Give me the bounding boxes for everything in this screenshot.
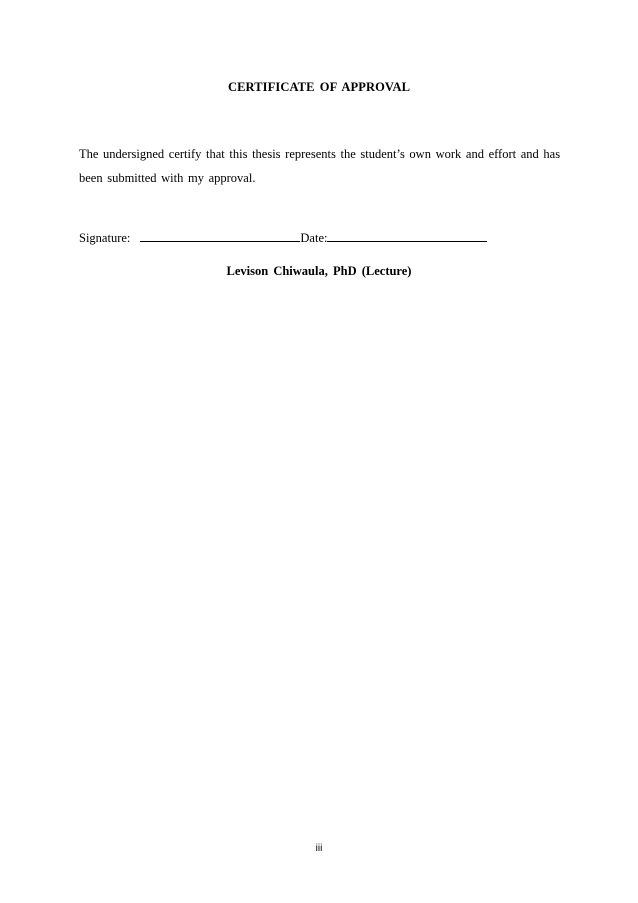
statement-line-2: been submitted with my approval. [79,171,256,185]
page-number: iii [315,843,323,854]
date-label: Date: [300,231,328,245]
signer-name: Levison Chiwaula, PhD (Lecture) [226,264,412,278]
signature-line [140,231,300,242]
signature-row [79,231,487,246]
certificate-title: CERTIFICATE OF APPROVAL [227,80,411,94]
signature-label: Signature: [79,231,131,245]
statement-line-1: The undersigned certify that this thesis represents the student’s own work and effort and has [79,147,561,161]
certification-statement [79,142,559,190]
date-line [327,231,487,242]
